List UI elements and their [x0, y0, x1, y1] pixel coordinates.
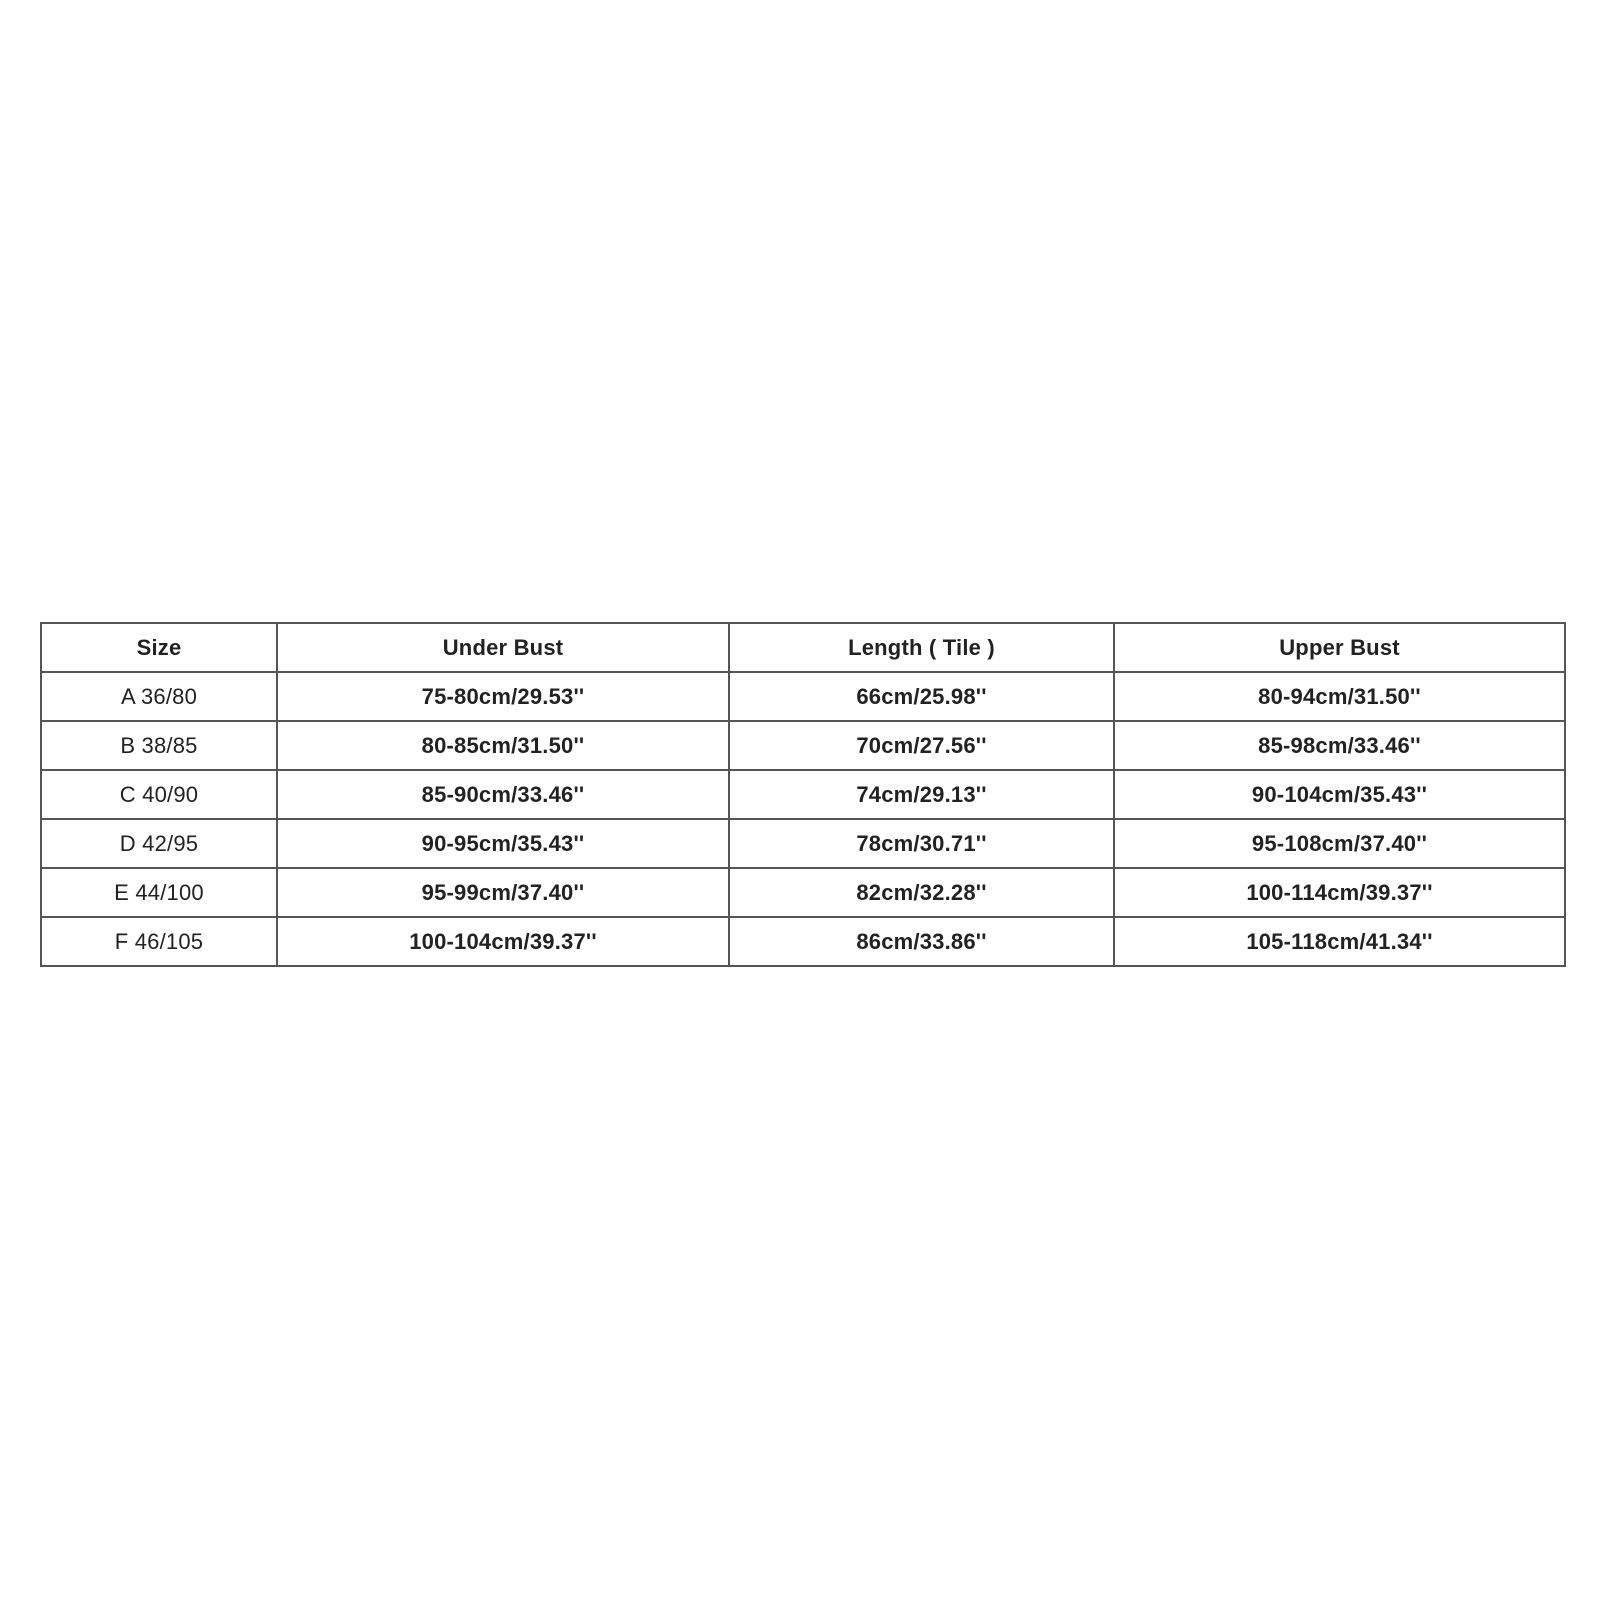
header-upper-bust: Upper Bust — [1114, 623, 1565, 672]
size-chart-table — [40, 622, 1566, 967]
upper-bust-cell: 80-94cm/31.50'' — [1114, 672, 1565, 721]
header-length: Length ( Tile ) — [729, 623, 1114, 672]
upper-bust-cell: 105-118cm/41.34'' — [1114, 917, 1565, 966]
under-bust-cell: 90-95cm/35.43'' — [277, 819, 729, 868]
table-header-row — [41, 623, 1565, 672]
under-bust-cell: 80-85cm/31.50'' — [277, 721, 729, 770]
under-bust-cell: 75-80cm/29.53'' — [277, 672, 729, 721]
length-cell: 74cm/29.13'' — [729, 770, 1114, 819]
length-cell: 66cm/25.98'' — [729, 672, 1114, 721]
upper-bust-cell: 85-98cm/33.46'' — [1114, 721, 1565, 770]
upper-bust-cell: 100-114cm/39.37'' — [1114, 868, 1565, 917]
size-cell: C 40/90 — [41, 770, 277, 819]
table-row — [41, 917, 1565, 966]
header-under-bust: Under Bust — [277, 623, 729, 672]
size-cell: A 36/80 — [41, 672, 277, 721]
under-bust-cell: 95-99cm/37.40'' — [277, 868, 729, 917]
table-row — [41, 672, 1565, 721]
length-cell: 86cm/33.86'' — [729, 917, 1114, 966]
size-cell: E 44/100 — [41, 868, 277, 917]
length-cell: 78cm/30.71'' — [729, 819, 1114, 868]
size-cell: D 42/95 — [41, 819, 277, 868]
size-cell: F 46/105 — [41, 917, 277, 966]
header-size: Size — [41, 623, 277, 672]
length-cell: 82cm/32.28'' — [729, 868, 1114, 917]
upper-bust-cell: 90-104cm/35.43'' — [1114, 770, 1565, 819]
table-row — [41, 819, 1565, 868]
table-row — [41, 770, 1565, 819]
upper-bust-cell: 95-108cm/37.40'' — [1114, 819, 1565, 868]
length-cell: 70cm/27.56'' — [729, 721, 1114, 770]
under-bust-cell: 85-90cm/33.46'' — [277, 770, 729, 819]
table-row — [41, 721, 1565, 770]
table-row — [41, 868, 1565, 917]
under-bust-cell: 100-104cm/39.37'' — [277, 917, 729, 966]
size-cell: B 38/85 — [41, 721, 277, 770]
